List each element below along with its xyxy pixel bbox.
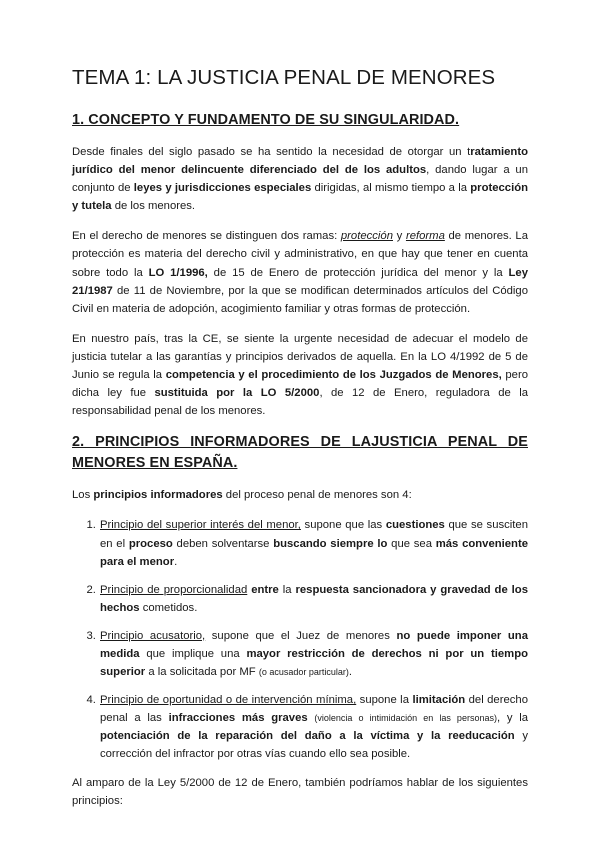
page-title: TEMA 1: LA JUSTICIA PENAL DE MENORES <box>72 66 496 89</box>
list-item: 4. Principio de oportunidad o de intervención mínima, supone la limitación del derecho penal a las infracciones más graves (violencia o intimidación en las personas), y la potenciación de la reparación del daño a la víctima y la reeducación y corrección del infractor por otras vías cuando ello sea posible. <box>99 691 528 763</box>
principles-list <box>72 516 528 763</box>
section-2-heading: 2. PRINCIPIOS INFORMADORES DE LAJUSTICIA PENAL DE MENORES EN ESPAÑA. <box>72 434 528 472</box>
list-item: 2. Principio de proporcionalidad entre la respuesta sancionadora y gravedad de los hechos cometidos. <box>99 581 528 617</box>
section-1-paragraph-3: En nuestro país, tras la CE, se siente la urgente necesidad de adecuar el modelo de justicia tutelar a las garantías y principios derivados de aquella. En la LO 4/1992 de 5 de Junio se regula la competencia y el procedimiento de los Juzgados de Menores, pero dicha ley fue sustituida por la LO 5/2000, de 12 de Enero, reguladora de la responsabilidad penal de los menores. <box>72 332 528 418</box>
list-item: 1. Principio del superior interés del menor, supone que las cuestiones que se susciten en el proceso deben solventarse buscando siempre lo que sea más conveniente para el menor. <box>99 516 528 570</box>
section-1-paragraph-2: En el derecho de menores se distinguen dos ramas: protección y reforma de menores. La protección es materia del derecho civil y administrativo, en que hay que tener en cuenta sobre todo la LO 1/1996, de 15 de Enero de protección jurídica del menor y la Ley 21/1987 de 11 de Noviembre, por la que se modifican determinados artículos del Código Civil en materia de adopción, acogimiento familiar y otras formas de protección. <box>72 230 528 315</box>
section-1-heading: 1. CONCEPTO Y FUNDAMENTO DE SU SINGULARIDAD. <box>72 112 460 128</box>
section-2-closing: Al amparo de la Ley 5/2000 de 12 de Enero, también podríamos hablar de los siguientes principios: <box>72 776 528 807</box>
section-2-intro: Los principios informadores del proceso penal de menores son 4: <box>72 489 412 502</box>
list-item: 3. Principio acusatorio, supone que el Juez de menores no puede imponer una medida que implique una mayor restricción de derechos ni por un tiempo superior a la solicitada por MF (o acusador particular). <box>99 627 528 681</box>
section-1-paragraph-1: Desde finales del siglo pasado se ha sentido la necesidad de otorgar un tratamiento jurídico del menor delincuente diferenciado del de los adultos, dando lugar a un conjunto de leyes y jurisdicciones especiales dirigidas, al mismo tiempo a la protección y tutela de los menores. <box>72 146 529 213</box>
